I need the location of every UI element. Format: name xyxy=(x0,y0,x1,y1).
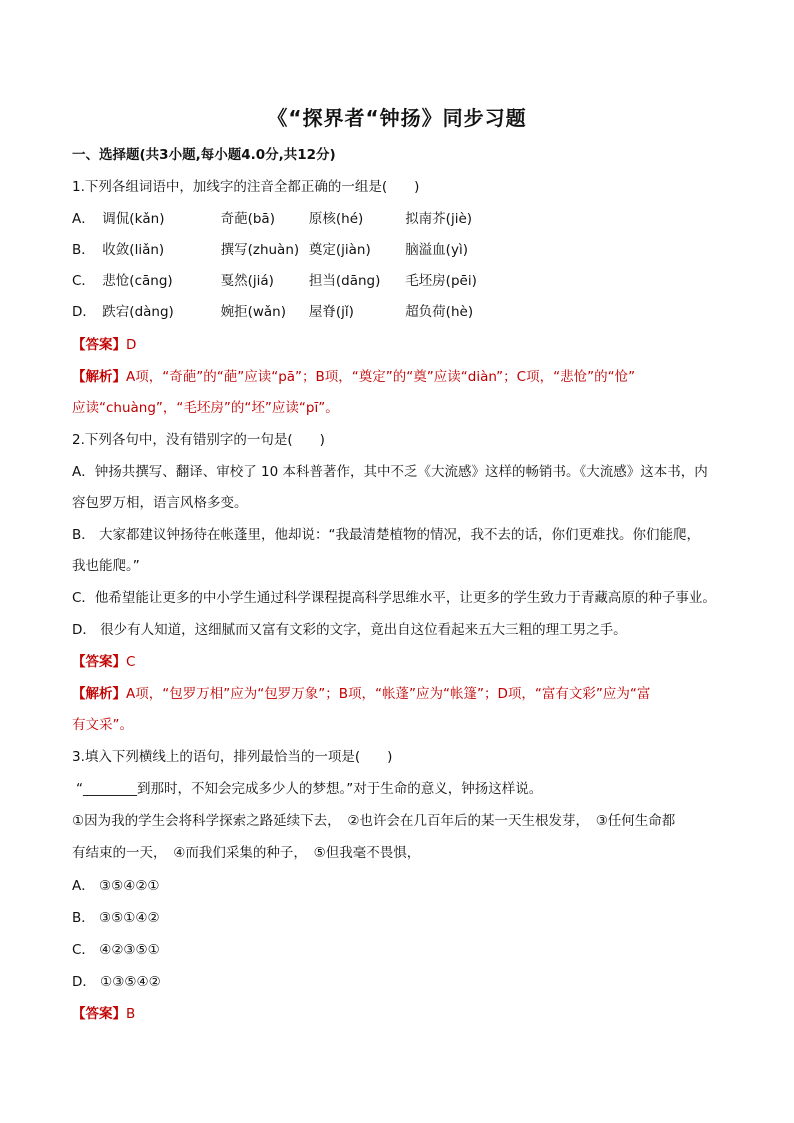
option-word: 毛坯房(pēi) xyxy=(405,273,477,289)
q1-option-b xyxy=(72,240,468,260)
option-word: 撰写(zhuàn) xyxy=(220,242,300,258)
q3-option-c: C． ④②③⑤① xyxy=(72,942,160,958)
question-3-stem: 3.填入下列横线上的语句，排列最恰当的一项是( ) xyxy=(72,749,393,765)
option-word: 脑溢血(yì) xyxy=(405,242,468,258)
option-word: 奇葩(bā) xyxy=(220,211,275,227)
q2-option-b-line-1: B． 大家都建议钟扬待在帐蓬里，他却说：“我最清楚植物的情况，我不去的话，你们更难找。你们能爬， xyxy=(72,527,701,543)
page-title: 《“探界者“钟扬》同步习题 xyxy=(267,106,527,130)
analysis-text: A项，“包罗万相”应为“包罗万象”；B项，“帐蓬”应为“帐篷”；D项，“富有文彩”应为“富 xyxy=(126,686,651,702)
section-heading: 一、选择题(共3小题,每小题4.0分,共12分) xyxy=(72,147,336,163)
q3-option-b: B． ③⑤①④② xyxy=(72,910,160,926)
answer-value: C xyxy=(126,654,136,670)
option-word: 担当(dāng) xyxy=(308,273,381,289)
q1-option-d xyxy=(72,302,473,322)
q2-answer xyxy=(72,652,732,672)
answer-value: D xyxy=(126,337,137,353)
q2-analysis-line-2: 有文采”。 xyxy=(72,717,133,733)
q3-answer xyxy=(72,1004,732,1024)
option-word: 奠定(jiàn) xyxy=(308,242,371,258)
analysis-text: A项，“奇葩”的“葩”应读“pā”；B项，“奠定”的“奠”应读“diàn”；C项，“悲怆”的“怆” xyxy=(126,369,636,385)
answer-value: B xyxy=(126,1006,136,1022)
option-word: 悲怆(cāng) xyxy=(102,273,173,289)
q2-option-b-line-2: 我也能爬。” xyxy=(72,558,140,574)
question-2-stem: 2.下列各句中，没有错别字的一句是( ) xyxy=(72,432,325,448)
q2-option-a-line-1: A．钟扬共撰写、翻译、审校了 10 本科普著作，其中不乏《大流感》这样的畅销书。《大流感》这本书，内 xyxy=(72,464,708,480)
q3-option-d: D． ①③⑤④② xyxy=(72,974,161,990)
option-word: 收敛(liǎn) xyxy=(102,242,165,258)
q1-option-c xyxy=(72,271,477,291)
option-letter: B． xyxy=(72,242,95,258)
q2-option-a-line-2: 容包罗万相，语言风格多变。 xyxy=(72,495,248,511)
option-word: 超负荷(hè) xyxy=(405,304,474,320)
q1-option-a xyxy=(72,209,472,229)
q1-analysis-line-2: 应读“chuàng”，“毛坯房”的“坯”应读“pī”。 xyxy=(72,400,339,416)
q1-analysis-line-1 xyxy=(72,367,732,387)
option-letter: D． xyxy=(72,304,96,320)
answer-tag: 【答案】 xyxy=(72,1006,126,1022)
q2-option-d: D． 很少有人知道，这细腻而又富有文彩的文字，竟出自这位看起来五大三粗的理工男之手。 xyxy=(72,622,627,638)
option-word: 调侃(kǎn) xyxy=(102,211,165,227)
option-word: 原核(hé) xyxy=(308,211,364,227)
answer-tag: 【答案】 xyxy=(72,337,126,353)
option-letter: C． xyxy=(72,273,95,289)
question-1-stem: 1.下列各组词语中，加线字的注音全都正确的一组是( ) xyxy=(72,179,420,195)
option-word: 戛然(jiá) xyxy=(220,273,274,289)
q2-analysis-line-1 xyxy=(72,684,732,704)
option-letter: A． xyxy=(72,211,95,227)
analysis-tag: 【解析】 xyxy=(72,686,126,702)
q1-answer xyxy=(72,335,732,355)
q2-option-c: C．他希望能让更多的中小学生通过科学课程提高科学思维水平，让更多的学生致力于青藏高原的种子事业。 xyxy=(72,590,716,606)
q3-quote: “________到那时，不知会完成多少人的梦想。”对于生命的意义，钟扬这样说。 xyxy=(76,781,543,797)
answer-tag: 【答案】 xyxy=(72,654,126,670)
q3-sentences-line-1: ①因为我的学生会将科学探索之路延续下去， ②也许会在几百年后的某一天生根发芽， ③任何生命都 xyxy=(72,813,676,829)
option-word: 婉拒(wǎn) xyxy=(220,304,286,320)
option-word: 跌宕(dàng) xyxy=(102,304,174,320)
q3-sentences-line-2: 有结束的一天， ④而我们采集的种子， ⑤但我毫不畏惧， xyxy=(72,845,421,861)
analysis-tag: 【解析】 xyxy=(72,369,126,385)
option-word: 拟南芥(jiè) xyxy=(405,211,473,227)
q3-option-a: A． ③⑤④②① xyxy=(72,878,160,894)
option-word: 屋脊(jǐ) xyxy=(308,304,354,320)
